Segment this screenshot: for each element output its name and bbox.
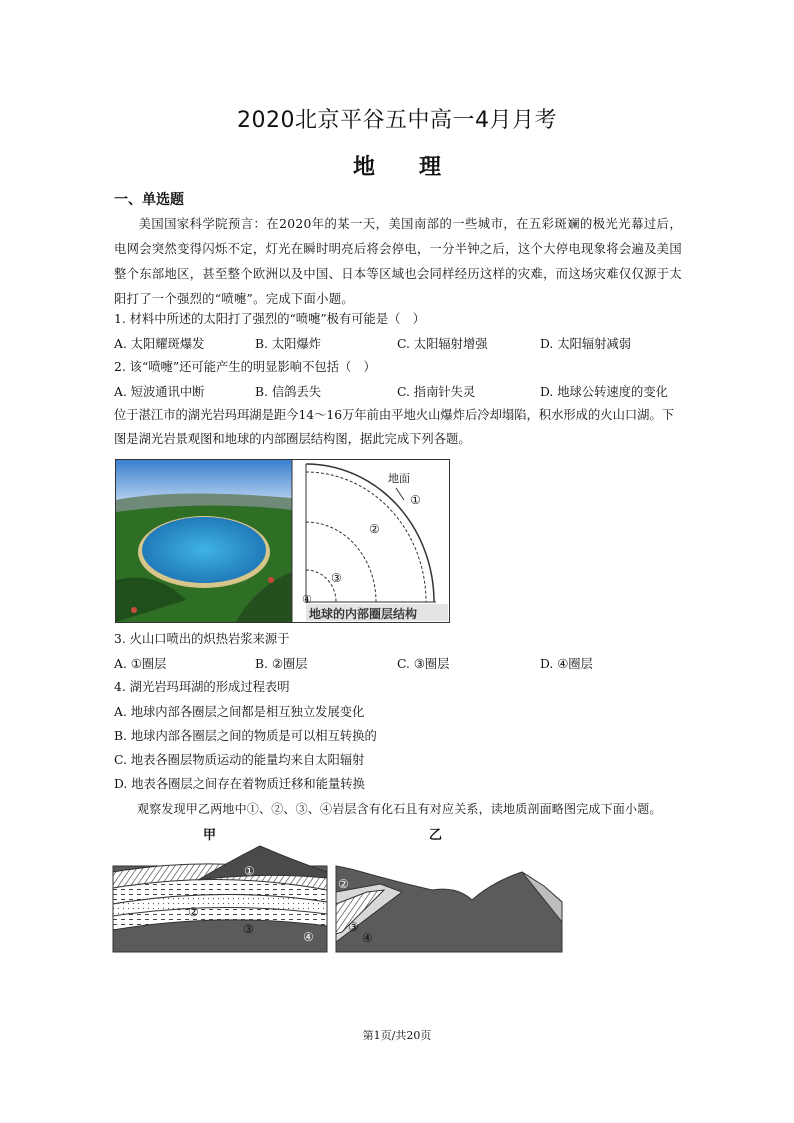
- q1-option-b: B. 太阳爆炸: [255, 337, 322, 351]
- subject-title: 地 理: [352, 155, 441, 180]
- question-2-stem: 2. 该“喷嚏”还可能产生的明显影响不包括（ ）: [114, 360, 376, 374]
- q2-option-c: C. 指南针失灵: [397, 385, 476, 399]
- q4-option-b: B. 地球内部各圈层之间的物质是可以相互转换的: [114, 729, 377, 743]
- q1-option-c: C. 太阳辐射增强: [397, 337, 488, 351]
- page-footer: 第1页/共20页: [362, 1029, 432, 1042]
- label-yi: 乙: [429, 828, 443, 843]
- question-3-stem: 3. 火山口喷出的炽热岩浆来源于: [114, 632, 290, 646]
- section-jia: [113, 846, 327, 952]
- q3-option-d: D. ④圈层: [540, 657, 593, 671]
- layer-marker-3: ③: [331, 571, 342, 585]
- question-1-stem: 1. 材料中所述的太阳打了强烈的“喷嚏”极有可能是（ ）: [114, 312, 426, 326]
- layer-marker-1: ①: [410, 493, 421, 507]
- figure-lake-and-earth-layers: [115, 459, 450, 623]
- rock-marker-2-yi: ②: [338, 877, 349, 891]
- layer-marker-2: ②: [369, 522, 380, 536]
- rock-marker-4-jia: ④: [303, 930, 314, 944]
- q2-option-b: B. 信鸽丢失: [255, 385, 322, 399]
- page-title: 2020北京平谷五中高一4月月考: [237, 108, 557, 133]
- q1-option-a: A. 太阳耀斑爆发: [114, 337, 205, 351]
- rock-marker-4-yi: ④: [362, 931, 373, 945]
- passage-2-line-2: 图是湖光岩景观图和地球的内部圈层结构图，据此完成下列各题。: [114, 432, 471, 446]
- passage-3: 观察发现甲乙两地中①、②、③、④岩层含有化石且有对应关系，读地质剖面略图完成下面小题。: [137, 802, 662, 816]
- q3-option-c: C. ③圈层: [397, 657, 450, 671]
- geologic-profile-diagram: [112, 842, 564, 954]
- q3-option-b: B. ②圈层: [255, 657, 308, 671]
- q2-option-d: D. 地球公转速度的变化: [540, 385, 668, 399]
- rock-marker-3-jia: ③: [243, 922, 254, 936]
- q2-option-a: A. 短波通讯中断: [114, 385, 205, 399]
- passage-2-line-1: 位于湛江市的湖光岩玛珥湖是距今14～16万年前由平地火山爆炸后冷却塌陷，积水形成的火山口湖。下: [114, 408, 675, 422]
- rock-marker-2-jia: ②: [188, 905, 199, 919]
- surface-label: 地面: [388, 472, 410, 485]
- q4-option-c: C. 地表各圈层物质运动的能量均来自太阳辐射: [114, 753, 365, 767]
- figure-caption: 地球的内部圈层结构: [309, 607, 418, 621]
- figure-geologic-sections: [112, 842, 564, 954]
- section-heading: 一、单选题: [114, 192, 184, 208]
- rock-marker-3-yi: ③: [348, 920, 359, 934]
- q1-option-d: D. 太阳辐射减弱: [540, 337, 632, 351]
- q4-option-a: A. 地球内部各圈层之间都是相互独立发展变化: [114, 705, 365, 719]
- passage-1: 美国国家科学院预言：在2020年的某一天，美国南部的一些城市，在五彩斑斓的极光光幕过后，电网会突然变得闪烁不定，灯光在瞬时明亮后将会停电，一分半钟之后，这个大停电现象将会遍及美国整个东部地区，甚至整个欧洲以及中国、日本等区域也会同样经历这样的灾难，而这场灾难仅仅源于太阳打了一个强烈的“喷嚏”。完成下面小题。: [114, 217, 682, 306]
- q3-option-a: A. ①圈层: [114, 657, 167, 671]
- q4-option-d: D. 地表各圈层之间存在着物质迁移和能量转换: [114, 777, 365, 791]
- label-jia: 甲: [203, 828, 217, 843]
- layer-marker-4: ④: [302, 593, 312, 606]
- rock-marker-1: ①: [244, 864, 255, 878]
- question-4-stem: 4. 湖光岩玛珥湖的形成过程表明: [114, 680, 290, 694]
